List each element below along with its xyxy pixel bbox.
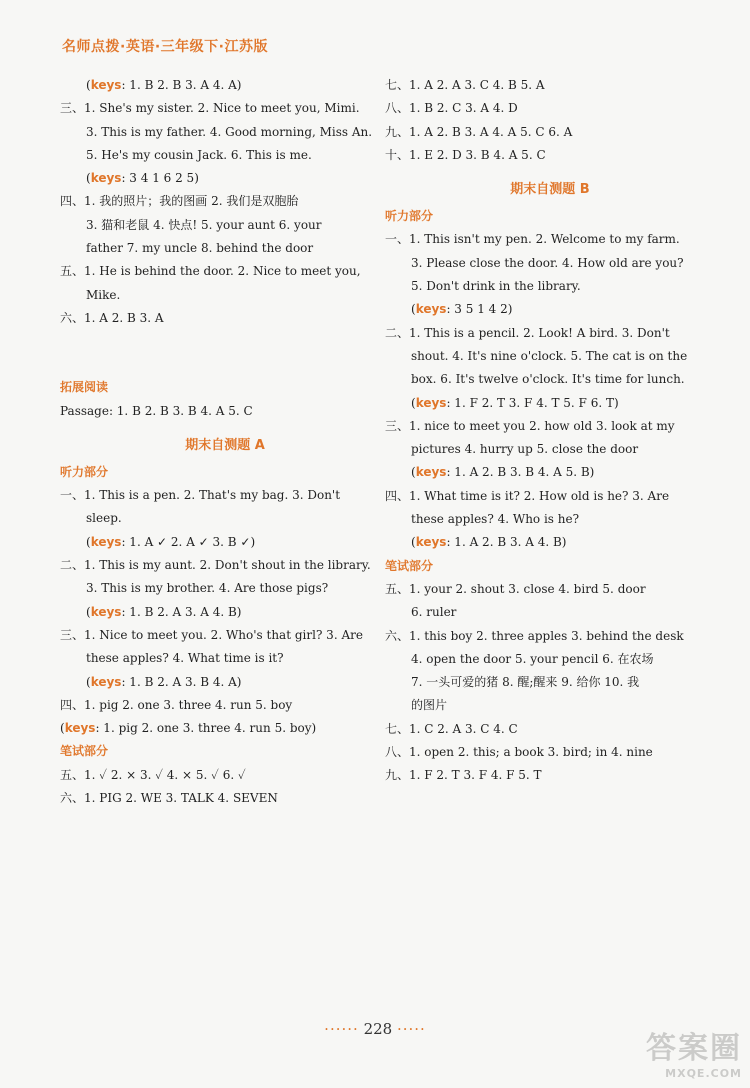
answer-line: 一、1. This isn't my pen. 2. Welcome to my farm.	[385, 232, 680, 247]
footer-dots-left: ······	[324, 1020, 359, 1038]
answer-line: 5. He's my cousin Jack. 6. This is me.	[86, 147, 312, 162]
answer-line: 五、1. ✓ 2. × 3. ✓ 4. × 5. ✓ 6. ✓	[60, 767, 246, 782]
answer-line: 二、1. This is a pencil. 2. Look! A bird. 3. Don't	[385, 325, 670, 340]
answer-line: 七、1. C 2. A 3. C 4. C	[385, 721, 518, 736]
answer-prefix: (	[411, 535, 416, 550]
answer-line	[385, 298, 715, 321]
watermark	[646, 1023, 742, 1080]
watermark-line1: 答案圈	[646, 1031, 742, 1066]
test-a-title: 期末自测题 A	[185, 437, 265, 453]
passage-answers: Passage: 1. B 2. B 3. B 4. A 5. C	[60, 403, 253, 418]
answer-text: : 3 4 1 6 2 5)	[121, 171, 199, 186]
answer-line	[60, 717, 390, 740]
answer-text: : 1. A ✓ 2. A ✓ 3. B ✓)	[121, 534, 256, 549]
answers-block	[385, 228, 715, 554]
footer-dots-right: ·····	[396, 1020, 426, 1038]
answer-line: 3. This is my father. 4. Good morning, Miss An.	[86, 124, 373, 139]
written-title: 笔试部分	[60, 744, 109, 759]
answer-prefix: (	[86, 534, 91, 549]
answer-text: : 3 5 1 4 2)	[446, 302, 513, 317]
page-footer	[0, 1020, 750, 1038]
answer-line: 十、1. E 2. D 3. B 4. A 5. C	[385, 147, 546, 162]
answer-prefix: (	[86, 78, 91, 92]
answer-line	[60, 601, 390, 624]
answer-line: sleep.	[86, 511, 122, 526]
answer-line	[60, 74, 390, 97]
keys-label: keys	[90, 171, 122, 186]
answer-line: shout. 4. It's nine o'clock. 5. The cat is on the	[411, 348, 688, 363]
answer-line	[60, 531, 390, 554]
answer-line: father 7. my uncle 8. behind the door	[86, 241, 314, 256]
answer-text: : 1. B 2. A 3. B 4. A)	[121, 674, 242, 689]
answer-line: 3. 猫和老鼠 4. 快点! 5. your aunt 6. your	[86, 217, 322, 232]
answer-line: 四、1. 我的照片；我的图画 2. 我们是双胞胎	[60, 194, 299, 209]
answer-line: 一、1. This is a pen. 2. That's my bag. 3. Don't	[60, 488, 341, 503]
answer-line: Mike.	[86, 287, 121, 302]
answer-text: : 1. F 2. T 3. F 4. T 5. F 6. T)	[446, 395, 619, 410]
answer-line: 六、1. PIG 2. WE 3. TALK 4. SEVEN	[60, 791, 278, 806]
answer-prefix: (	[60, 721, 65, 736]
answer-line	[385, 531, 715, 554]
answer-line: 3. This is my brother. 4. Are those pigs?	[86, 581, 329, 596]
answer-text: : 1. pig 2. one 3. three 4. run 5. boy)	[95, 721, 317, 736]
answer-text: : 1. B 2. B 3. A 4. A)	[121, 78, 242, 92]
answer-line: 6. ruler	[411, 605, 457, 620]
answer-line: 八、1. open 2. this; a book 3. bird; in 4. nine	[385, 745, 653, 760]
keys-label: keys	[415, 465, 447, 480]
answer-line: these apples? 4. What time is it?	[86, 651, 284, 666]
test-b-title: 期末自测题 B	[510, 182, 590, 198]
listening-title: 听力部分	[385, 209, 434, 224]
answer-line	[60, 167, 390, 190]
keys-label: keys	[415, 535, 447, 550]
answer-line: 八、1. B 2. C 3. A 4. D	[385, 101, 518, 116]
answer-line: 九、1. A 2. B 3. A 4. A 5. C 6. A	[385, 124, 573, 139]
answers-block	[385, 578, 715, 788]
answer-prefix: (	[86, 604, 91, 619]
answer-line: pictures 4. hurry up 5. close the door	[411, 442, 639, 457]
keys-label: keys	[64, 721, 96, 736]
answer-line: 二、1. This is my aunt. 2. Don't shout in the library.	[60, 558, 371, 573]
answer-line: 六、1. A 2. B 3. A	[60, 310, 164, 325]
keys-label: keys	[90, 534, 122, 549]
keys-label: keys	[415, 302, 447, 317]
answer-line: these apples? 4. Who is he?	[411, 512, 580, 527]
answer-text: : 1. A 2. B 3. B 4. A 5. B)	[446, 465, 595, 480]
answer-line	[385, 461, 715, 484]
left-column	[60, 74, 390, 810]
answer-line: 五、1. your 2. shout 3. close 4. bird 5. door	[385, 581, 646, 596]
answer-line: 4. open the door 5. your pencil 6. 在农场	[411, 651, 654, 666]
page-number: 228	[363, 1020, 393, 1038]
right-column	[385, 74, 715, 788]
answer-text: : 1. B 2. A 3. A 4. B)	[121, 604, 242, 619]
answer-prefix: (	[411, 395, 416, 410]
listening-title: 听力部分	[60, 464, 109, 479]
watermark-line2: MXQE.COM	[665, 1067, 742, 1080]
answer-line: 五、1. He is behind the door. 2. Nice to meet you,	[60, 264, 361, 279]
answer-line: 四、1. pig 2. one 3. three 4. run 5. boy	[60, 697, 293, 712]
answers-block	[60, 764, 390, 811]
answer-line: 三、1. She's my sister. 2. Nice to meet you, Mimi.	[60, 101, 360, 116]
answer-prefix: (	[411, 302, 416, 317]
answer-line: 三、1. Nice to meet you. 2. Who's that girl? 3. Are	[60, 627, 363, 642]
answer-line: 5. Don't drink in the library.	[411, 279, 581, 294]
answer-line: 九、1. F 2. T 3. F 4. F 5. T	[385, 768, 542, 783]
written-title: 笔试部分	[385, 558, 434, 573]
answer-prefix: (	[86, 171, 91, 186]
extended-reading-title: 拓展阅读	[60, 380, 109, 395]
keys-label: keys	[415, 395, 447, 410]
answer-line: 的图片	[411, 698, 448, 713]
answers-block	[60, 74, 390, 330]
answers-block	[60, 484, 390, 740]
answer-line: 3. Please close the door. 4. How old are you?	[411, 255, 684, 270]
answer-prefix: (	[411, 465, 416, 480]
keys-label: keys	[90, 674, 122, 689]
book-header: 名师点拨·英语·三年级下·江苏版	[62, 39, 268, 55]
answer-line: 7. 一头可爱的猪 8. 醒;醒来 9. 给你 10. 我	[411, 675, 640, 690]
answer-line: 四、1. What time is it? 2. How old is he? 3. Are	[385, 488, 670, 503]
answer-prefix: (	[86, 674, 91, 689]
answer-line: 七、1. A 2. A 3. C 4. B 5. A	[385, 78, 545, 92]
answers-block	[385, 74, 715, 167]
answer-line	[60, 671, 390, 694]
answer-line: box. 6. It's twelve o'clock. It's time for lunch.	[411, 372, 685, 387]
answer-line: 六、1. this boy 2. three apples 3. behind the desk	[385, 628, 684, 643]
answer-text: : 1. A 2. B 3. A 4. B)	[446, 535, 567, 550]
keys-label: keys	[90, 78, 122, 92]
keys-label: keys	[90, 604, 122, 619]
answer-line	[385, 392, 715, 415]
answer-line: 三、1. nice to meet you 2. how old 3. look at my	[385, 418, 675, 433]
